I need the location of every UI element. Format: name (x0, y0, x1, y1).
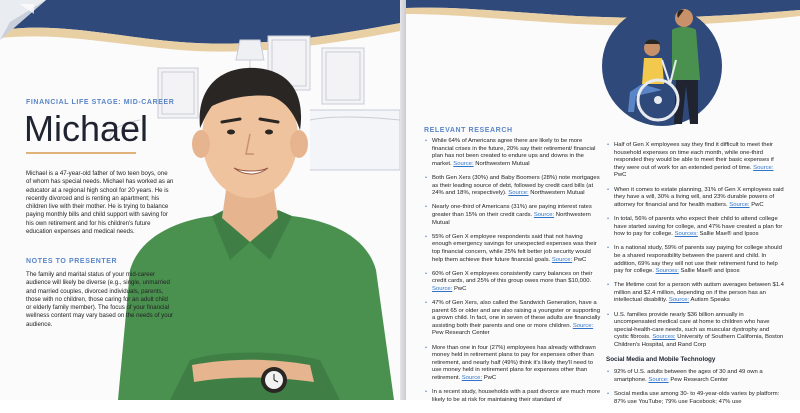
research-item-text: While 64% of Americans agree there are likely to be more financial crises in the future, 20% say their retirement/ financial plan has not been created to endure ups and downs in the market. (432, 138, 596, 167)
research-item (424, 138, 602, 168)
page-curl-icon[interactable] (0, 0, 46, 40)
right-page (406, 0, 800, 405)
research-item (606, 216, 784, 239)
research-item-text: 47% of Gen Xers, also called the Sandwich Generation, have a parent 65 or older and are also raising a youngster or supporting a grown child. In fact, one in seven of these adults are financially assisting both their parents and one or more children. (432, 300, 601, 329)
research-item (424, 175, 602, 198)
source-link[interactable]: Source: (668, 297, 690, 304)
source-link[interactable]: Source: (753, 164, 774, 171)
source-name: Autism Speaks (690, 297, 730, 304)
source-link[interactable]: Source: (533, 211, 555, 218)
research-list-a (424, 138, 602, 404)
title-rule (26, 152, 136, 154)
research-list-b-more (606, 369, 784, 406)
source-name: Northwestern Mutual (432, 211, 591, 226)
research-item-text: 55% of Gen X employee respondents said that not having enough emergency savings for unexpected expenses was their top financial concern, while 25% felt better job security would help them achieve their future financial goals. (432, 233, 597, 263)
research-item (606, 245, 784, 275)
research-heading: RELEVANT RESEARCH (424, 127, 513, 134)
research-item (606, 312, 784, 350)
source-link[interactable]: Source: (551, 256, 573, 263)
research-item (424, 300, 602, 338)
social-media-subhead: Social Media and Mobile Technology (606, 356, 716, 364)
source-name: PwC (751, 201, 764, 208)
persona-intro: Michael is a 47-year-old father of two teen boys, one of whom has special needs. Michael has worked as an educator at a regional high school for 20 years. He is recently divorced and is renting an apartment; his children live with their mother. He is trying to balance paying monthly bills and child support with saving for his own retirement and for his children's future education expenses and medical needs. (26, 170, 174, 236)
research-item-text: Nearly one-third of Americans (31%) are paying interest rates greater than 15% on their credit cards. (432, 204, 592, 218)
research-item (606, 391, 784, 406)
source-name: Pew Research Center (432, 330, 490, 337)
research-item-text: U.S. families provide nearly $36 billion annually in uncompensated medical care at home to children who have special-health-care needs, such as muscular dystrophy and cystic fibrosis. (614, 311, 770, 341)
source-link[interactable]: Sources: (674, 231, 698, 238)
research-item-text: 60% of Gen X employees consistently carry balances on their credit cards, and 25% of this group owes more than $10,000. (432, 270, 593, 285)
source-name: PwC (453, 285, 467, 292)
life-stage-kicker: FINANCIAL LIFE STAGE: MID-CAREER (26, 99, 175, 106)
research-item (424, 204, 602, 227)
research-item-text: Half of Gen X employees say they find it difficult to meet their household expenses on time each month, while one-third responded they would be able to meet their basic expenses if they were out of work for an extended period of time. (614, 142, 774, 171)
left-page (0, 0, 406, 400)
research-item (606, 142, 784, 180)
source-name: PwC (483, 375, 497, 381)
source-link[interactable]: Source: (432, 285, 453, 292)
source-name: Pew Research Center (670, 376, 728, 383)
research-item-text: More than one in four (27%) employees has already withdrawn money held in retirement plans to pay for expenses other than retirement, and nearly half (49%) think it's likely they'll need to use money held in retirement plans for expenses other than retirement. (432, 344, 596, 381)
source-name: University of Southern California, Boston Children's Hospital, and Rand Corp (614, 334, 784, 349)
research-item (424, 234, 602, 264)
research-item-text: 92% of U.S. adults between the ages of 30 and 49 own a smartphone. (614, 369, 763, 383)
source-name: Northwestern Mutual (530, 190, 585, 197)
source-name: PwC (614, 172, 627, 179)
source-link[interactable]: Source: (453, 160, 474, 167)
research-item-text: Both Gen Xers (30%) and Baby Boomers (28%) note mortgages as their leading source of debt, followed by credit card bills (at 24% and 18%, respectively). (432, 174, 600, 197)
source-name: Sallie Mae® and Ipsos (699, 231, 759, 238)
source-link[interactable]: Source: (508, 190, 529, 197)
research-item (606, 369, 784, 384)
notes-body: The family and marital status of your mid-career audience will likely be diverse (e.g., single, unmarried and married couples, divorced individuals, parents, those with no children, those caring for an adult child or elderly family member). The focus of your financial wellness content may vary based on the needs of your audience. (26, 271, 174, 328)
research-item-text: In a national study, 59% of parents say paying for college should be a shared responsibility between the parent and child. In addition, 69% say they will not use their retirement fund to help pay for college. (614, 245, 782, 275)
research-item (606, 282, 784, 305)
research-item-text: Social media use among 30- to 49-year-olds varies by platform: 87% use YouTube; 79% use Facebook; 47% use (614, 391, 780, 405)
source-link[interactable]: Sources: (652, 334, 676, 341)
notes-heading: NOTES TO PRESENTER (26, 258, 118, 265)
source-link[interactable]: Source: (572, 322, 594, 329)
source-link[interactable]: Sources: (655, 268, 679, 275)
research-item (606, 187, 784, 210)
research-item-text: In total, 56% of parents who expect their child to attend college have started saving for college, and 47% have created a plan for how to pay for college. (614, 215, 783, 238)
source-name: Northwestern Mutual (475, 160, 530, 167)
source-link[interactable]: Source: (648, 376, 669, 383)
persona-name: Michael (24, 108, 149, 149)
research-column-a (424, 138, 602, 411)
source-name: Sallie Mae® and Ipsos (680, 268, 740, 275)
source-link[interactable]: Source: (729, 201, 750, 208)
research-item-text: When it comes to estate planning, 31% of Gen X employees said they have a will, 30% a living will, and 23% durable powers of attorney for financial and for health matters. (614, 186, 784, 208)
research-item (424, 389, 602, 404)
research-item-text: In a recent study, households with a past divorce are much more likely to be at risk for maintaining their standard of (432, 389, 601, 403)
source-name: PwC (573, 256, 587, 263)
wheelchair-illustration (600, 0, 730, 128)
research-column-b (606, 142, 784, 413)
research-list-b (606, 142, 784, 350)
research-item (424, 271, 602, 294)
source-link[interactable]: Source: (461, 375, 483, 381)
research-item (424, 345, 602, 383)
research-item-text: The lifetime cost for a person with autism averages between $1.4 million and $2.4 million, depending on if the person has an intellectual disability. (614, 282, 784, 304)
